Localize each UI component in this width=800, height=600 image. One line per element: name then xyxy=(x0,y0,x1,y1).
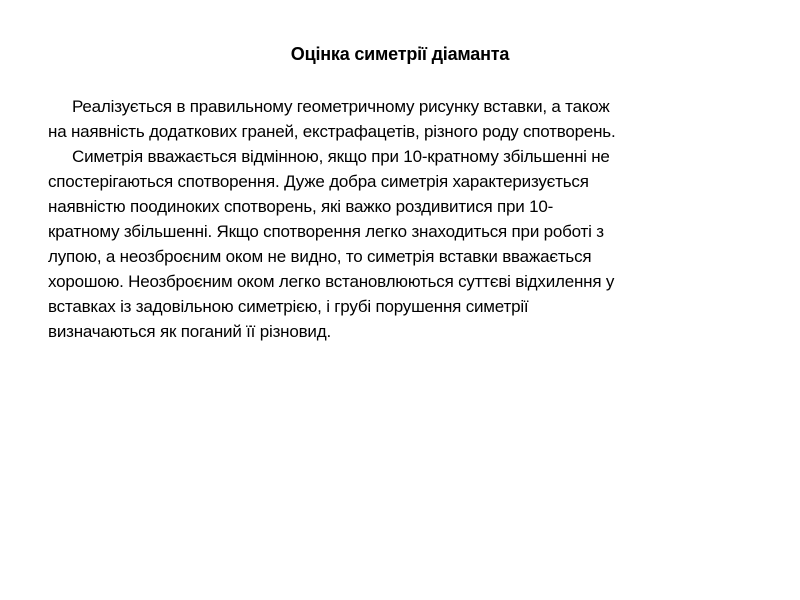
text-line: хорошою. Неозброєним оком легко встановлюються суттєві відхилення у xyxy=(48,272,615,291)
text-line: визначаються як поганий її різновид. xyxy=(48,322,331,341)
text-line: Реалізується в правильному геометричному рисунку вставки, а також xyxy=(72,97,610,116)
slide-body-text xyxy=(48,94,754,344)
text-line: Симетрія вважається відмінною, якщо при 10-кратному збільшенні не xyxy=(72,147,610,166)
text-line: наявністю поодиноких спотворень, які важко роздивитися при 10- xyxy=(48,197,554,216)
text-line: на наявність додаткових граней, екстрафацетів, різного роду спотворень. xyxy=(48,122,616,141)
text-line: лупою, а неозброєним оком не видно, то симетрія вставки вважається xyxy=(48,247,592,266)
text-line: вставках із задовільною симетрією, і грубі порушення симетрії xyxy=(48,297,529,316)
slide-title: Оцінка симетрії діаманта xyxy=(290,44,510,64)
text-line: спостерігаються спотворення. Дуже добра симетрія характеризується xyxy=(48,172,589,191)
text-line: кратному збільшенні. Якщо спотворення легко знаходиться при роботі з xyxy=(48,222,604,241)
